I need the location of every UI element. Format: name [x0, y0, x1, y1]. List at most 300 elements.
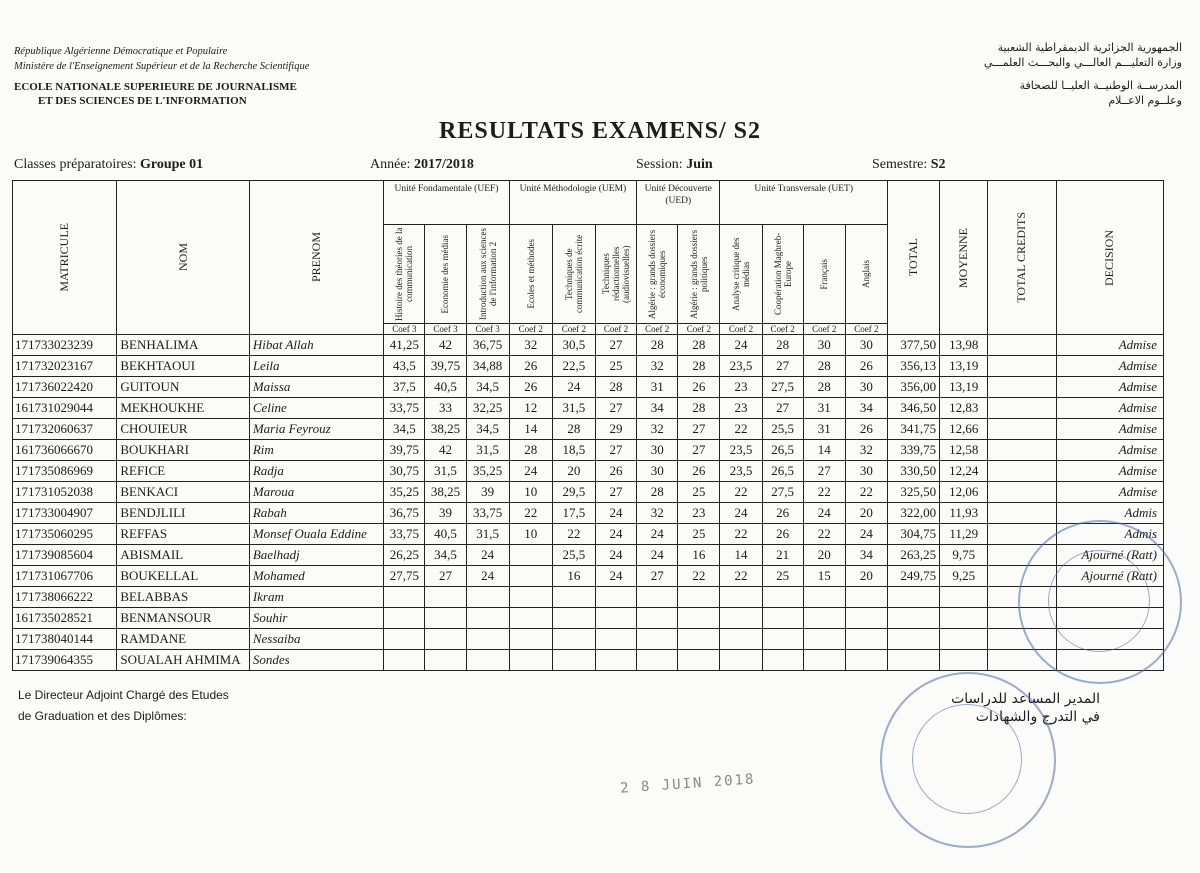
grade-cell: 24 — [720, 503, 762, 524]
grade-cell — [595, 608, 636, 629]
grade-cell: 33,75 — [466, 503, 509, 524]
grade-cell: 35,25 — [466, 461, 509, 482]
grade-cell: 34,5 — [425, 545, 466, 566]
grade-cell: 36,75 — [466, 335, 509, 356]
subject-label: Algérie : grands dossiers économiques — [647, 229, 668, 319]
nom-cell: BENKACI — [117, 482, 249, 503]
grade-cell — [509, 629, 552, 650]
grade-cell: 39,75 — [384, 440, 425, 461]
grade-cell — [595, 650, 636, 671]
total-cell: 339,75 — [887, 440, 939, 461]
col-total — [887, 181, 939, 335]
col-total-credits — [988, 181, 1056, 335]
moyenne-cell: 12,06 — [940, 482, 988, 503]
grade-cell: 24 — [720, 335, 762, 356]
grade-cell: 34,88 — [466, 356, 509, 377]
grade-cell: 22 — [509, 503, 552, 524]
official-stamp-right-inner — [1048, 550, 1150, 652]
subject-header — [637, 225, 678, 324]
year-label: Année: — [370, 157, 414, 172]
coef-label: Coef 2 — [509, 324, 552, 335]
grade-cell: 30 — [803, 335, 845, 356]
grade-cell — [803, 587, 845, 608]
grade-cell: 27,5 — [762, 377, 803, 398]
nom-cell: BENMANSOUR — [117, 608, 249, 629]
grade-cell: 28 — [762, 335, 803, 356]
grade-cell: 27 — [762, 398, 803, 419]
decision-cell: Admise — [1056, 419, 1163, 440]
grade-cell: 28 — [803, 377, 845, 398]
total-header: TOTAL — [906, 238, 921, 277]
grade-cell — [384, 587, 425, 608]
nom-cell: REFFAS — [117, 524, 249, 545]
grade-cell — [384, 650, 425, 671]
grade-cell: 27 — [595, 440, 636, 461]
credits-cell — [988, 419, 1056, 440]
matricule-cell: 161736066670 — [13, 440, 117, 461]
grade-cell: 23 — [720, 398, 762, 419]
prenom-cell: Celine — [249, 398, 383, 419]
table-row — [13, 461, 1164, 482]
grade-cell: 22 — [845, 482, 887, 503]
date-stamp: 2 8 JUIN 2018 — [619, 771, 756, 797]
grade-cell: 38,25 — [425, 419, 466, 440]
prenom-cell: Ikram — [249, 587, 383, 608]
total-cell: 325,50 — [887, 482, 939, 503]
prenom-cell: Rim — [249, 440, 383, 461]
matricule-cell: 171733023239 — [13, 335, 117, 356]
grade-cell: 26 — [762, 503, 803, 524]
grade-cell: 26 — [509, 356, 552, 377]
grade-cell: 26 — [762, 524, 803, 545]
grade-cell: 30 — [845, 377, 887, 398]
grade-cell: 25,5 — [762, 419, 803, 440]
grade-cell: 14 — [509, 419, 552, 440]
grade-cell: 27 — [425, 566, 466, 587]
grade-cell: 28 — [552, 419, 595, 440]
total-credits-header: TOTAL CREDITS — [1014, 212, 1029, 303]
matricule-cell: 171732023167 — [13, 356, 117, 377]
grade-cell: 24 — [637, 524, 678, 545]
prenom-cell: Sondes — [249, 650, 383, 671]
grade-cell — [509, 566, 552, 587]
grade-cell: 33,75 — [384, 398, 425, 419]
grade-cell: 30 — [845, 461, 887, 482]
grade-cell — [762, 650, 803, 671]
prenom-cell: Baelhadj — [249, 545, 383, 566]
total-cell: 341,75 — [887, 419, 939, 440]
subject-label: Techniques de communication écrite — [563, 234, 584, 314]
unit-uet: Unité Transversale (UET) — [720, 181, 888, 225]
director-title-ar-line1: المدير المساعد للدراسات — [951, 691, 1100, 707]
grade-cell: 26,5 — [762, 461, 803, 482]
page-title: RESULTATS EXAMENS/ S2 — [439, 118, 761, 144]
grade-cell: 24 — [466, 566, 509, 587]
grade-cell — [466, 629, 509, 650]
prenom-cell: Maroua — [249, 482, 383, 503]
nom-cell: SOUALAH AHMIMA — [117, 650, 249, 671]
grade-cell: 39 — [425, 503, 466, 524]
decision-cell: Ajourné (Ratt) — [1056, 545, 1163, 566]
grade-cell — [720, 629, 762, 650]
grade-cell: 24 — [509, 461, 552, 482]
grade-cell: 27,75 — [384, 566, 425, 587]
nom-cell: MEKHOUKHE — [117, 398, 249, 419]
grade-cell: 27,5 — [762, 482, 803, 503]
grade-cell — [425, 650, 466, 671]
grade-cell: 14 — [803, 440, 845, 461]
grade-cell: 25 — [595, 356, 636, 377]
nom-cell: BENDJLILI — [117, 503, 249, 524]
table-row — [13, 398, 1164, 419]
grade-cell: 26 — [678, 461, 720, 482]
grade-cell: 20 — [845, 503, 887, 524]
moyenne-cell: 11,29 — [940, 524, 988, 545]
grade-cell: 17,5 — [552, 503, 595, 524]
grade-cell: 15 — [803, 566, 845, 587]
table-row — [13, 419, 1164, 440]
grade-cell: 32 — [509, 335, 552, 356]
matricule-cell: 171739064355 — [13, 650, 117, 671]
grade-cell: 32 — [845, 440, 887, 461]
ministry-line-ar: وزارة التعليـــم العالـــي والبحـــث العلمـــي — [983, 56, 1182, 69]
grade-cell: 24 — [595, 524, 636, 545]
coef-label: Coef 3 — [425, 324, 466, 335]
grade-cell: 41,25 — [384, 335, 425, 356]
grade-cell: 25 — [762, 566, 803, 587]
grade-cell: 34,5 — [466, 419, 509, 440]
unit-uef: Unité Fondamentale (UEF) — [384, 181, 509, 225]
coef-label: Coef 2 — [637, 324, 678, 335]
matricule-cell: 171738040144 — [13, 629, 117, 650]
total-cell: 249,75 — [887, 566, 939, 587]
grade-cell — [466, 587, 509, 608]
prenom-cell: Souhir — [249, 608, 383, 629]
grade-cell: 22 — [720, 524, 762, 545]
table-row — [13, 650, 1164, 671]
grade-cell: 34 — [845, 545, 887, 566]
table-row — [13, 566, 1164, 587]
moyenne-cell — [940, 650, 988, 671]
total-cell: 263,25 — [887, 545, 939, 566]
total-cell: 304,75 — [887, 524, 939, 545]
grade-cell: 39,75 — [425, 356, 466, 377]
grade-cell: 40,5 — [425, 524, 466, 545]
grade-cell: 26 — [509, 377, 552, 398]
grade-cell: 26 — [845, 356, 887, 377]
coef-label: Coef 2 — [595, 324, 636, 335]
total-cell — [887, 650, 939, 671]
grade-cell — [425, 608, 466, 629]
grade-cell — [762, 608, 803, 629]
table-row — [13, 335, 1164, 356]
col-nom — [117, 181, 249, 335]
nom-cell: CHOUIEUR — [117, 419, 249, 440]
nom-cell: ABISMAIL — [117, 545, 249, 566]
grade-cell: 16 — [552, 566, 595, 587]
matricule-cell: 171733004907 — [13, 503, 117, 524]
grade-cell — [845, 587, 887, 608]
moyenne-cell: 11,93 — [940, 503, 988, 524]
prenom-cell: Mohamed — [249, 566, 383, 587]
coef-label: Coef 2 — [552, 324, 595, 335]
grade-cell: 24 — [552, 377, 595, 398]
grade-cell: 22 — [720, 566, 762, 587]
matricule-cell: 161731029044 — [13, 398, 117, 419]
grade-cell — [509, 608, 552, 629]
matricule-header: MATRICULE — [57, 223, 72, 292]
moyenne-cell: 12,58 — [940, 440, 988, 461]
moyenne-cell — [940, 587, 988, 608]
grade-cell: 27 — [595, 335, 636, 356]
moyenne-cell: 13,19 — [940, 377, 988, 398]
grade-cell: 25 — [678, 524, 720, 545]
total-cell: 356,00 — [887, 377, 939, 398]
subject-label: Coopération Maghreb- Europe — [772, 232, 793, 316]
grade-cell: 39 — [466, 482, 509, 503]
table-row — [13, 356, 1164, 377]
subject-label: Techniques rédactionnelles (audiovisuelles) — [601, 245, 632, 303]
grade-cell: 16 — [678, 545, 720, 566]
grade-cell — [845, 650, 887, 671]
table-row — [13, 377, 1164, 398]
classes-value: Groupe 01 — [139, 157, 204, 172]
grade-cell: 24 — [637, 545, 678, 566]
coef-label: Coef 2 — [720, 324, 762, 335]
grade-cell: 24 — [466, 545, 509, 566]
grade-cell: 27 — [595, 398, 636, 419]
session-value: Juin — [686, 157, 713, 172]
decision-cell: Admise — [1056, 356, 1163, 377]
grade-cell: 26,25 — [384, 545, 425, 566]
coef-label: Coef 3 — [466, 324, 509, 335]
grade-cell — [803, 650, 845, 671]
credits-cell — [988, 335, 1056, 356]
subject-label: Français — [819, 258, 830, 290]
grade-cell — [509, 587, 552, 608]
grade-cell: 42 — [425, 440, 466, 461]
grade-cell: 28 — [678, 398, 720, 419]
grade-cell — [552, 608, 595, 629]
credits-cell — [988, 377, 1056, 398]
grade-cell — [762, 629, 803, 650]
grade-cell: 35,25 — [384, 482, 425, 503]
moyenne-cell: 12,24 — [940, 461, 988, 482]
moyenne-cell — [940, 608, 988, 629]
matricule-cell: 171735086969 — [13, 461, 117, 482]
grade-cell — [425, 587, 466, 608]
prenom-cell: Rabah — [249, 503, 383, 524]
grade-cell: 22 — [720, 482, 762, 503]
col-prenom — [249, 181, 383, 335]
grade-cell: 30 — [637, 461, 678, 482]
moyenne-cell: 13,19 — [940, 356, 988, 377]
coef-label: Coef 2 — [803, 324, 845, 335]
total-cell: 346,50 — [887, 398, 939, 419]
grade-cell — [637, 587, 678, 608]
grade-cell: 43,5 — [384, 356, 425, 377]
grade-cell: 20 — [803, 545, 845, 566]
republic-line-ar: الجمهورية الجزائرية الديمقراطية الشعبية — [997, 41, 1182, 54]
nom-cell: BOUKELLAL — [117, 566, 249, 587]
decision-cell: Admise — [1056, 482, 1163, 503]
results-table — [12, 180, 1164, 671]
grade-cell — [637, 629, 678, 650]
grade-cell — [466, 608, 509, 629]
subject-header — [595, 225, 636, 324]
table-row — [13, 587, 1164, 608]
table-row — [13, 503, 1164, 524]
total-cell — [887, 629, 939, 650]
grade-cell — [509, 650, 552, 671]
decision-cell: Admis — [1056, 503, 1163, 524]
subject-header — [384, 225, 425, 324]
director-title-ar-line2: في التدرج والشهادات — [975, 709, 1100, 725]
prenom-cell: Maria Feyrouz — [249, 419, 383, 440]
decision-cell: Admise — [1056, 440, 1163, 461]
grade-cell: 23,5 — [720, 461, 762, 482]
moyenne-header: MOYENNE — [956, 227, 971, 288]
col-moyenne — [940, 181, 988, 335]
moyenne-cell — [940, 629, 988, 650]
total-cell — [887, 587, 939, 608]
grade-cell: 23,5 — [720, 356, 762, 377]
subject-header — [845, 225, 887, 324]
grade-cell: 25 — [678, 482, 720, 503]
results-body — [13, 335, 1164, 671]
school-name-line1: ECOLE NATIONALE SUPERIEURE DE JOURNALISME — [14, 81, 297, 93]
grade-cell — [720, 650, 762, 671]
credits-cell — [988, 503, 1056, 524]
grade-cell: 22 — [720, 419, 762, 440]
prenom-cell: Maissa — [249, 377, 383, 398]
credits-cell — [988, 440, 1056, 461]
grade-cell — [678, 629, 720, 650]
credits-cell — [988, 356, 1056, 377]
subject-label: Ecoles et méthodes — [525, 239, 536, 309]
nom-cell: GUITOUN — [117, 377, 249, 398]
grade-cell: 36,75 — [384, 503, 425, 524]
grade-cell — [678, 650, 720, 671]
grade-cell — [803, 629, 845, 650]
grade-cell: 28 — [678, 356, 720, 377]
nom-header: NOM — [175, 243, 190, 272]
grade-cell: 10 — [509, 524, 552, 545]
subject-label: Economie des médias — [440, 234, 451, 314]
total-cell: 330,50 — [887, 461, 939, 482]
grade-cell: 24 — [595, 545, 636, 566]
session-label: Session: — [636, 157, 687, 172]
decision-header: DECISION — [1102, 229, 1117, 286]
grade-cell — [678, 608, 720, 629]
grade-cell: 29 — [595, 419, 636, 440]
matricule-cell: 161735028521 — [13, 608, 117, 629]
prenom-cell: Nessaiba — [249, 629, 383, 650]
grade-cell — [552, 629, 595, 650]
subject-label: Histoire des théories de la communication — [394, 227, 415, 321]
grade-cell: 40,5 — [425, 377, 466, 398]
school-name-line2: ET DES SCIENCES DE L'INFORMATION — [38, 95, 247, 107]
nom-cell: BOUKHARI — [117, 440, 249, 461]
grade-cell — [595, 629, 636, 650]
grade-cell — [637, 608, 678, 629]
decision-cell: Admis — [1056, 524, 1163, 545]
subject-header — [425, 225, 466, 324]
grade-cell — [552, 587, 595, 608]
classes-info — [14, 157, 203, 173]
grade-cell: 22 — [678, 566, 720, 587]
year-value: 2017/2018 — [413, 157, 474, 172]
semester-label: Semestre: — [872, 157, 931, 172]
grade-cell: 31,5 — [466, 524, 509, 545]
grade-cell: 23 — [678, 503, 720, 524]
grade-cell: 14 — [720, 545, 762, 566]
prenom-cell: Radja — [249, 461, 383, 482]
moyenne-cell: 12,66 — [940, 419, 988, 440]
grade-cell: 28 — [509, 440, 552, 461]
director-title-line1: Le Directeur Adjoint Chargé des Etudes — [18, 688, 229, 702]
subject-header — [678, 225, 720, 324]
grade-cell: 31 — [803, 419, 845, 440]
table-row — [13, 524, 1164, 545]
ministry-line: Ministère de l'Enseignement Supérieur et de la Recherche Scientifique — [14, 61, 310, 72]
header-right — [984, 40, 1182, 108]
table-row — [13, 608, 1164, 629]
grade-cell — [595, 587, 636, 608]
total-cell: 377,50 — [887, 335, 939, 356]
grade-cell: 26,5 — [762, 440, 803, 461]
grade-cell: 32 — [637, 419, 678, 440]
total-cell: 356,13 — [887, 356, 939, 377]
grade-cell: 23,5 — [720, 440, 762, 461]
nom-cell: BEKHTAOUI — [117, 356, 249, 377]
matricule-cell: 171731052038 — [13, 482, 117, 503]
grade-cell: 34 — [637, 398, 678, 419]
table-row — [13, 629, 1164, 650]
moyenne-cell: 13,98 — [940, 335, 988, 356]
matricule-cell: 171731067706 — [13, 566, 117, 587]
subject-label: Algérie : grands dossiers politiques — [688, 229, 709, 319]
grade-cell: 27 — [678, 419, 720, 440]
total-cell — [887, 608, 939, 629]
subject-header — [509, 225, 552, 324]
grade-cell — [552, 650, 595, 671]
credits-cell — [988, 398, 1056, 419]
grade-cell: 38,25 — [425, 482, 466, 503]
grade-cell — [637, 650, 678, 671]
grade-cell: 27 — [637, 566, 678, 587]
table-row — [13, 440, 1164, 461]
grade-cell: 26 — [845, 419, 887, 440]
prenom-header: PRENOM — [309, 232, 324, 283]
grade-cell: 28 — [595, 377, 636, 398]
grade-cell: 27 — [762, 356, 803, 377]
grade-cell — [720, 587, 762, 608]
grade-cell: 24 — [595, 503, 636, 524]
grade-cell: 24 — [803, 503, 845, 524]
decision-cell: Admise — [1056, 377, 1163, 398]
coef-label: Coef 2 — [845, 324, 887, 335]
moyenne-cell: 12,83 — [940, 398, 988, 419]
prenom-cell: Hibat Allah — [249, 335, 383, 356]
grade-cell: 31,5 — [425, 461, 466, 482]
grade-cell — [509, 545, 552, 566]
coef-label: Coef 2 — [762, 324, 803, 335]
grade-cell: 27 — [678, 440, 720, 461]
grade-cell: 26 — [678, 377, 720, 398]
year-info — [370, 157, 474, 173]
grade-cell: 22 — [803, 482, 845, 503]
